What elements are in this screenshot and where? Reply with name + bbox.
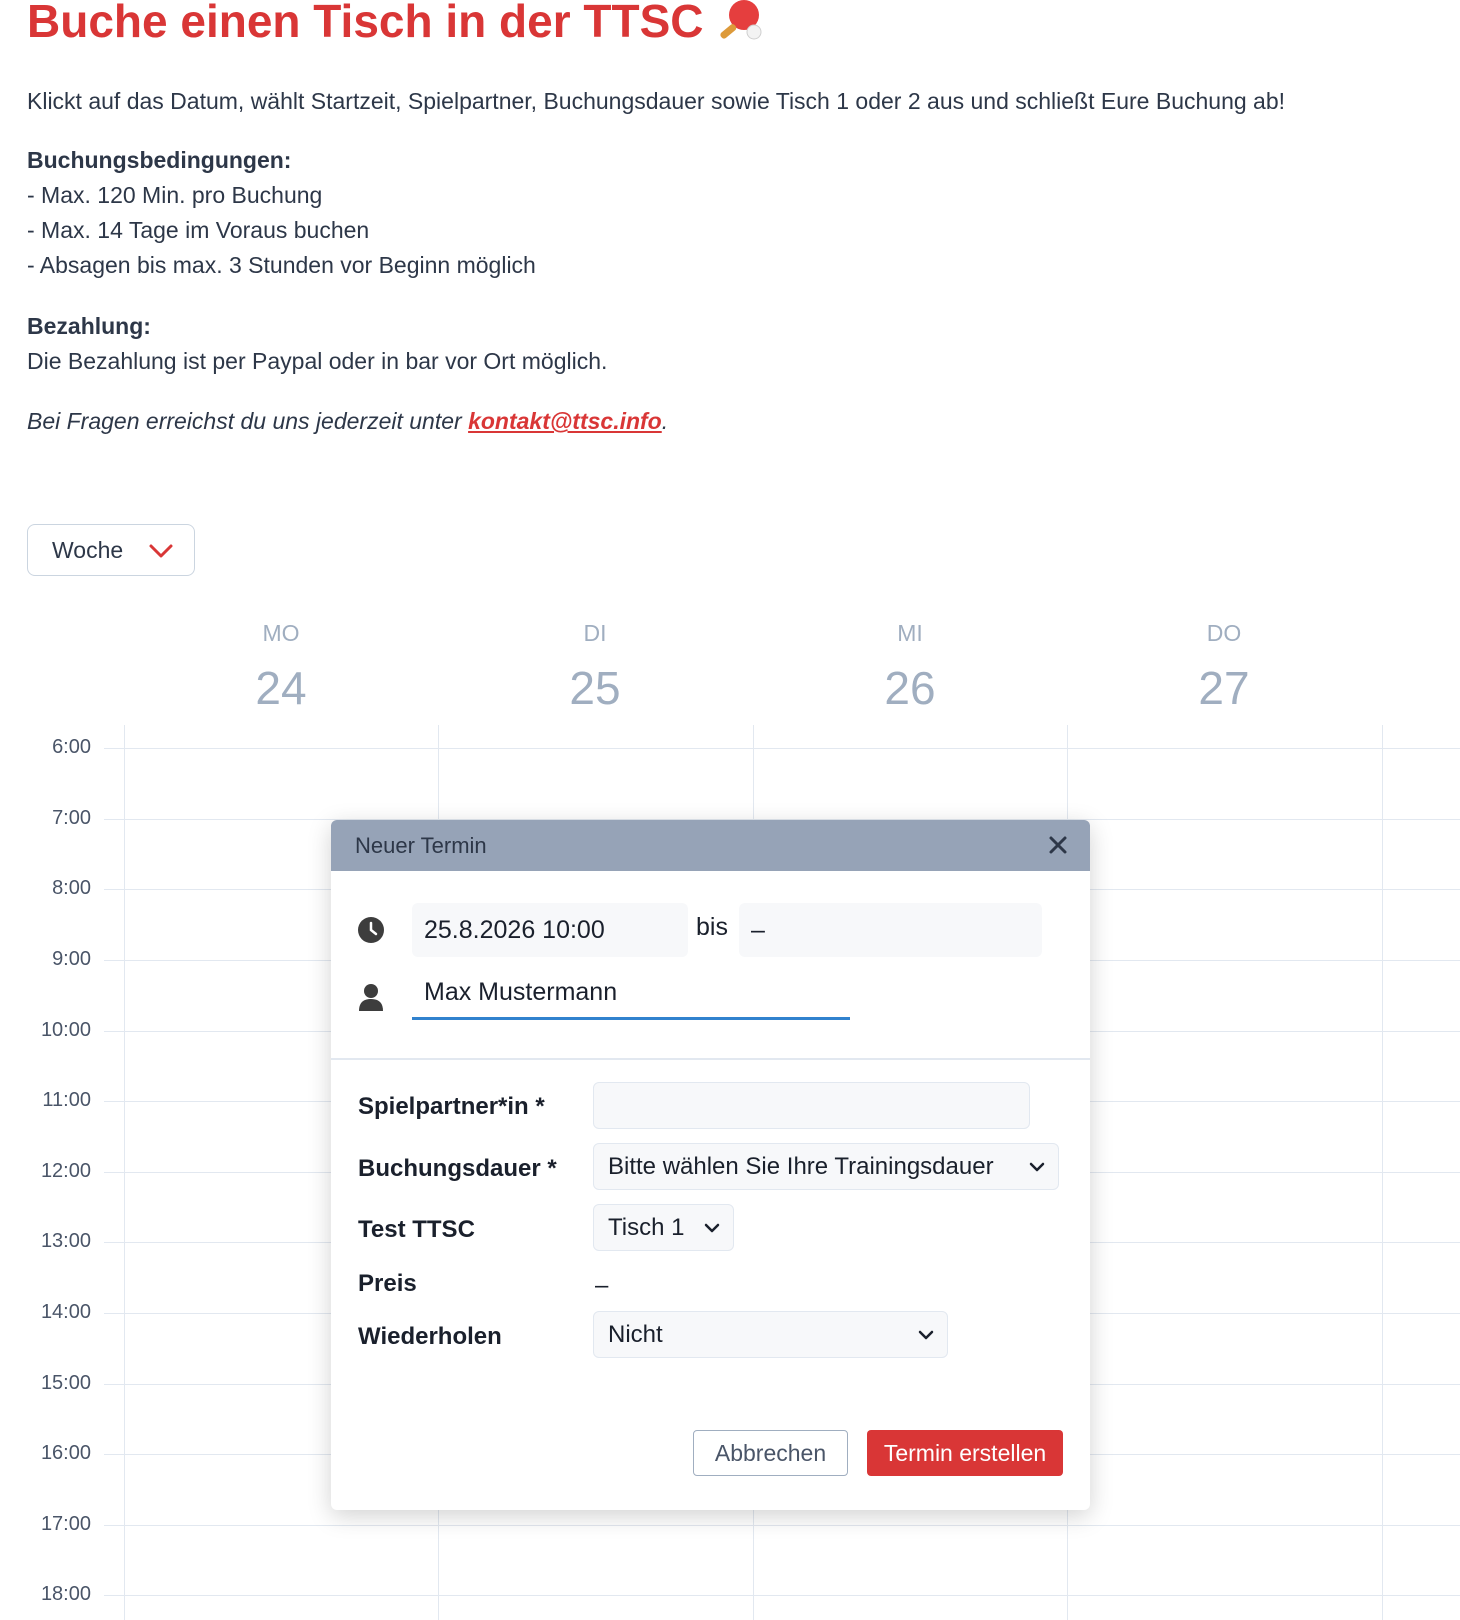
create-appointment-button[interactable]: Termin erstellen xyxy=(867,1430,1063,1476)
day-header-di[interactable]: DI 25 xyxy=(569,620,621,714)
payment-heading: Bezahlung: xyxy=(27,313,151,339)
partner-label: Spielpartner*in * xyxy=(358,1093,545,1120)
chevron-down-icon xyxy=(148,543,174,559)
conditions-heading: Buchungsbedingungen: xyxy=(27,147,292,173)
time-label: 7:00 xyxy=(52,807,91,829)
partner-input[interactable] xyxy=(593,1082,1030,1129)
contact-email-link[interactable]: kontakt@ttsc.info xyxy=(468,408,662,434)
condition-item: - Max. 14 Tage im Voraus buchen xyxy=(27,217,370,243)
time-label: 10:00 xyxy=(40,1019,91,1041)
day-header-mo[interactable]: MO 24 xyxy=(255,620,307,714)
cancel-button[interactable]: Abbrechen xyxy=(693,1430,848,1476)
intro-text: Klickt auf das Datum, wählt Startzeit, Spielpartner, Buchungsdauer sowie Tisch 1 oder 2 aus und schließt Eure Buchung ab! xyxy=(27,88,1286,114)
time-label: 17:00 xyxy=(40,1513,91,1535)
end-time-field[interactable]: – xyxy=(739,903,1042,957)
condition-item: - Max. 120 Min. pro Buchung xyxy=(27,182,323,208)
bis-label: bis xyxy=(696,913,728,941)
price-label: Preis xyxy=(358,1270,417,1297)
view-select-label: Woche xyxy=(52,536,124,563)
time-label: 6:00 xyxy=(52,736,91,758)
duration-select[interactable] xyxy=(593,1143,1059,1190)
time-label: 16:00 xyxy=(40,1442,91,1464)
day-header-mi[interactable]: MI 26 xyxy=(884,620,936,714)
table-label: Test TTSC xyxy=(358,1216,475,1243)
table-select-value: Tisch 1 xyxy=(608,1213,685,1241)
hour-line xyxy=(104,748,1460,749)
clock-icon xyxy=(357,916,385,944)
dialog-divider xyxy=(331,1058,1090,1060)
dialog-header xyxy=(331,820,1090,871)
time-label: 15:00 xyxy=(40,1372,91,1394)
chevron-down-icon xyxy=(1028,1160,1046,1174)
condition-item: - Absagen bis max. 3 Stunden vor Beginn möglich xyxy=(27,252,536,278)
time-label: 13:00 xyxy=(40,1230,91,1252)
time-label: 11:00 xyxy=(42,1089,91,1111)
hour-line xyxy=(104,1525,1460,1526)
time-label: 9:00 xyxy=(52,948,91,970)
chevron-down-icon xyxy=(703,1221,721,1235)
new-appointment-dialog xyxy=(331,820,1090,1510)
day-header-do[interactable]: DO 27 xyxy=(1198,620,1250,714)
contact-text: Bei Fragen erreichst du uns jederzeit unter kontakt@ttsc.info. xyxy=(27,408,669,434)
time-label: 18:00 xyxy=(40,1583,91,1605)
repeat-select[interactable] xyxy=(593,1311,948,1358)
view-select[interactable] xyxy=(27,524,195,576)
duration-select-value: Bitte wählen Sie Ihre Trainingsdauer xyxy=(608,1152,994,1180)
time-label: 12:00 xyxy=(40,1160,91,1182)
name-input[interactable] xyxy=(412,968,850,1020)
time-label: 14:00 xyxy=(40,1301,91,1323)
repeat-select-value: Nicht xyxy=(608,1320,663,1348)
repeat-label: Wiederholen xyxy=(358,1323,502,1350)
price-value: – xyxy=(595,1272,609,1299)
close-icon[interactable] xyxy=(1048,835,1068,855)
hour-line xyxy=(104,1595,1460,1596)
chevron-down-icon xyxy=(917,1328,935,1342)
duration-label: Buchungsdauer * xyxy=(358,1155,557,1182)
dialog-title: Neuer Termin xyxy=(355,832,487,858)
ping-pong-paddle-icon xyxy=(716,0,764,43)
user-icon xyxy=(358,983,384,1011)
time-label: 8:00 xyxy=(52,877,91,899)
payment-text: Die Bezahlung ist per Paypal oder in bar vor Ort möglich. xyxy=(27,348,608,374)
start-time-field[interactable]: 25.8.2026 10:00 xyxy=(412,903,688,957)
page-title: Buche einen Tisch in der TTSC xyxy=(27,0,764,48)
table-select[interactable] xyxy=(593,1204,734,1251)
